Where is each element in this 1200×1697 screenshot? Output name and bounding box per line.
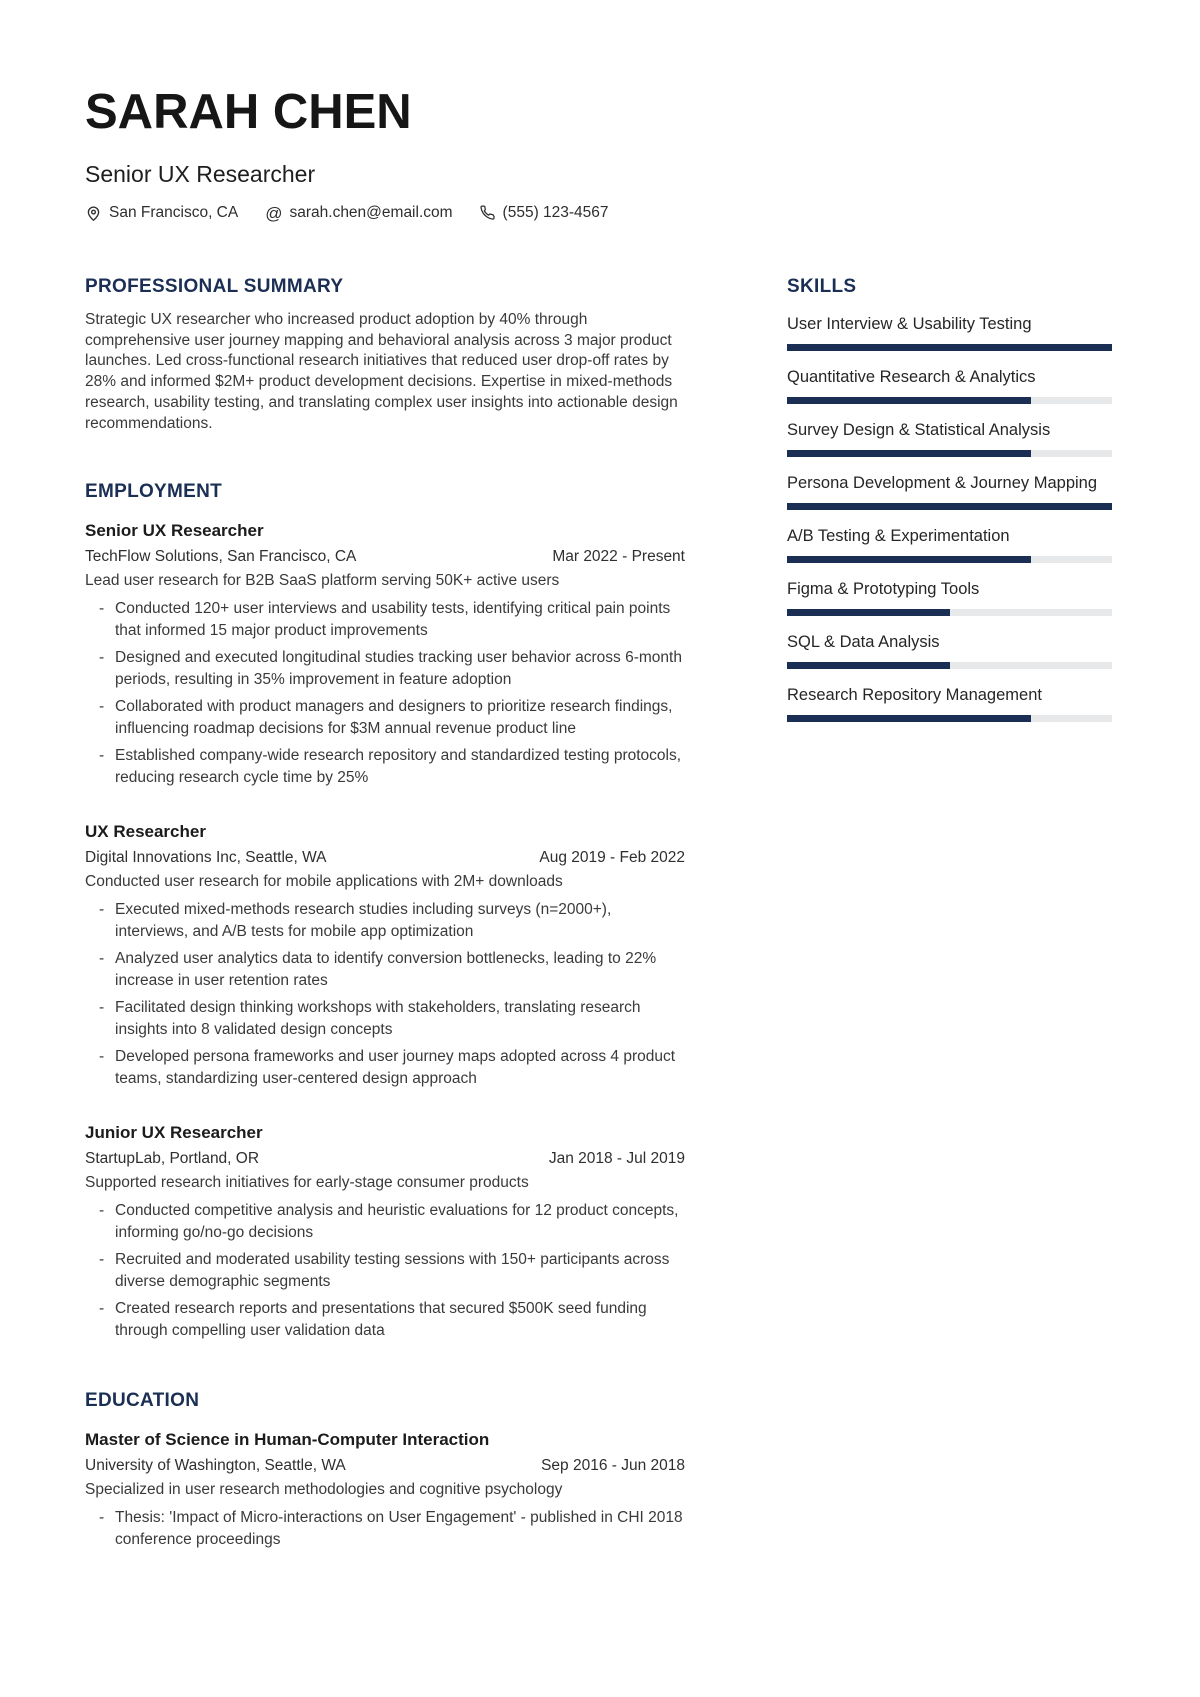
- job-entry: [85, 1122, 685, 1341]
- job-title: Senior UX Researcher: [85, 521, 264, 541]
- contact-phone-text: (555) 123-4567: [502, 204, 609, 221]
- job-entry: [85, 821, 685, 1089]
- contact-phone: [480, 204, 609, 222]
- education-degree: Master of Science in Human-Computer Interaction: [85, 1430, 490, 1450]
- skill-bar-fill: [787, 503, 1112, 510]
- skill-item: [787, 314, 1112, 351]
- skill-label: A/B Testing & Experimentation: [787, 527, 1010, 545]
- skill-item: [787, 579, 1112, 616]
- job-dates: Mar 2022 - Present: [552, 548, 685, 566]
- skill-label: Research Repository Management: [787, 686, 1042, 704]
- skill-label: Quantitative Research & Analytics: [787, 368, 1036, 386]
- person-name: SARAH CHEN: [85, 85, 412, 139]
- section-skills: [787, 276, 1112, 722]
- skill-label: SQL & Data Analysis: [787, 633, 940, 651]
- job-bullet: - Established company-wide research repository and standardized testing protocols, reducing research cycle time by 25%: [85, 745, 685, 788]
- education-entry: [85, 1429, 685, 1550]
- skill-bar-fill: [787, 609, 950, 616]
- employment-heading: EMPLOYMENT: [85, 481, 223, 503]
- job-entry: [85, 520, 685, 788]
- job-title: UX Researcher: [85, 822, 206, 842]
- contact-location: [85, 204, 238, 222]
- skill-label: Persona Development & Journey Mapping: [787, 474, 1098, 492]
- resume-header: [85, 0, 1112, 222]
- job-bullet: - Analyzed user analytics data to identify conversion bottlenecks, leading to 22% increase in user retention rates: [85, 948, 685, 991]
- job-bullet: - Executed mixed-methods research studies including surveys (n=2000+), interviews, and A/B tests for mobile app optimization: [85, 899, 685, 942]
- job-bullet: - Conducted 120+ user interviews and usability tests, identifying critical pain points that informed 15 major product improvements: [85, 598, 685, 641]
- education-bullet: - Thesis: 'Impact of Micro-interactions on User Engagement' - published in CHI 2018 conference proceedings: [85, 1507, 685, 1550]
- section-education: [85, 1390, 685, 1550]
- job-bullet: - Collaborated with product managers and designers to prioritize research findings, influencing roadmap decisions for $3M annual revenue product line: [85, 696, 685, 739]
- education-lead: Specialized in user research methodologies and cognitive psychology: [85, 1481, 563, 1499]
- job-lead: Supported research initiatives for early-stage consumer products: [85, 1174, 529, 1192]
- job-title: Junior UX Researcher: [85, 1123, 263, 1143]
- skill-bar-fill: [787, 450, 1031, 457]
- job-bullet: - Designed and executed longitudinal studies tracking user behavior across 6-month periods, resulting in 35% improvement in feature adoption: [85, 647, 685, 690]
- contact-email-text: sarah.chen@email.com: [289, 204, 453, 221]
- job-company: TechFlow Solutions, San Francisco, CA: [85, 548, 357, 566]
- education-bullets: [85, 1507, 685, 1550]
- education-school: University of Washington, Seattle, WA: [85, 1457, 346, 1475]
- skill-bar-track: [787, 609, 1112, 616]
- job-meta: [85, 1149, 685, 1169]
- job-bullets: [85, 899, 685, 1089]
- education-dates: Sep 2016 - Jun 2018: [541, 1457, 685, 1475]
- skill-bar-track: [787, 397, 1112, 404]
- job-dates: Aug 2019 - Feb 2022: [539, 849, 685, 867]
- skill-bar-track: [787, 556, 1112, 563]
- summary-heading: PROFESSIONAL SUMMARY: [85, 276, 344, 297]
- job-list: [85, 520, 685, 1341]
- skill-bar-fill: [787, 556, 1031, 563]
- skills-heading: SKILLS: [787, 276, 857, 297]
- job-bullets: [85, 598, 685, 788]
- education-meta: [85, 1456, 685, 1476]
- email-at-icon: @: [265, 203, 283, 223]
- job-dates: Jan 2018 - Jul 2019: [548, 1150, 685, 1168]
- job-lead: Lead user research for B2B SaaS platform serving 50K+ active users: [85, 572, 560, 590]
- job-bullet: - Created research reports and presentations that secured $500K seed funding through compelling user validation data: [85, 1298, 685, 1341]
- job-bullet: - Conducted competitive analysis and heuristic evaluations for 12 product concepts, informing go/no-go decisions: [85, 1200, 685, 1243]
- skill-bar-track: [787, 503, 1112, 510]
- job-bullet: - Developed persona frameworks and user journey maps adopted across 4 product teams, standardizing user-centered design approach: [85, 1046, 685, 1089]
- education-heading: EDUCATION: [85, 1390, 200, 1412]
- skill-item: [787, 632, 1112, 669]
- contact-row: [85, 204, 1112, 222]
- summary-text: Strategic UX researcher who increased product adoption by 40% through comprehensive user journey mapping and behavioral analysis across 3 major product launches. Led cross-functional research initiatives that reduced user drop-off rates by 28% and informed $2M+ product development decisions. Expertise in mixed-methods research, usability testing, and translating complex user insights into actionable design recommendations.: [85, 311, 678, 432]
- skill-item: [787, 685, 1112, 722]
- skill-item: [787, 473, 1112, 510]
- skill-item: [787, 367, 1112, 404]
- skill-item: [787, 420, 1112, 457]
- skill-bar-track: [787, 344, 1112, 351]
- job-lead: Conducted user research for mobile applications with 2M+ downloads: [85, 873, 563, 891]
- right-column: [787, 276, 1112, 1550]
- skill-bar-track: [787, 662, 1112, 669]
- contact-email: [265, 204, 452, 222]
- person-title: Senior UX Researcher: [85, 161, 316, 187]
- skill-bar-fill: [787, 397, 1031, 404]
- contact-location-text: San Francisco, CA: [109, 204, 239, 221]
- job-company: Digital Innovations Inc, Seattle, WA: [85, 849, 327, 867]
- skill-bar-fill: [787, 344, 1112, 351]
- skill-bar-fill: [787, 662, 950, 669]
- skill-bar-track: [787, 715, 1112, 722]
- skill-label: Survey Design & Statistical Analysis: [787, 421, 1051, 439]
- content-columns: [85, 276, 1112, 1550]
- phone-icon: [480, 205, 496, 221]
- job-meta: [85, 848, 685, 868]
- job-bullet: - Recruited and moderated usability testing sessions with 150+ participants across diverse demographic segments: [85, 1249, 685, 1292]
- job-bullet: - Facilitated design thinking workshops with stakeholders, translating research insights into 8 validated design concepts: [85, 997, 685, 1040]
- job-bullets: [85, 1200, 685, 1341]
- skill-item: [787, 526, 1112, 563]
- skill-bar-fill: [787, 715, 1031, 722]
- skill-bar-track: [787, 450, 1112, 457]
- section-employment: [85, 481, 685, 1341]
- skill-label: User Interview & Usability Testing: [787, 315, 1032, 333]
- skill-label: Figma & Prototyping Tools: [787, 580, 980, 598]
- job-company: StartupLab, Portland, OR: [85, 1150, 260, 1168]
- location-pin-icon: [85, 205, 102, 222]
- job-meta: [85, 547, 685, 567]
- section-professional-summary: [85, 276, 685, 434]
- left-column: [85, 276, 685, 1550]
